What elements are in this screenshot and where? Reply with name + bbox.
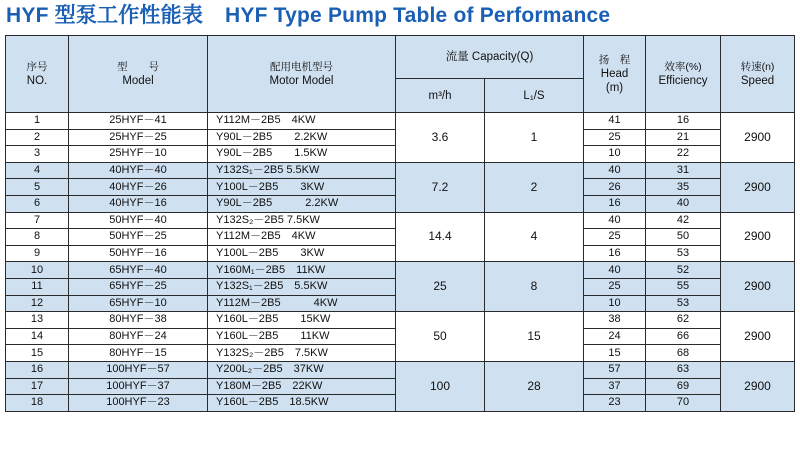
- cell-head: 40: [584, 212, 646, 229]
- cell-head: 10: [584, 146, 646, 163]
- cell-model: 100HYF－37: [69, 378, 208, 395]
- cell-efficiency: 31: [646, 162, 721, 179]
- cell-no: 7: [6, 212, 69, 229]
- header-motor-model: 配用电机型号 Motor Model: [208, 36, 396, 113]
- table-row: [6, 162, 795, 179]
- performance-table: [5, 35, 795, 412]
- cell-capacity-m3h: 100: [396, 361, 485, 411]
- cell-speed: 2900: [721, 262, 795, 312]
- cell-motor-model: Y132S₂－2B5 7.5KW: [208, 345, 396, 362]
- cell-efficiency: 68: [646, 345, 721, 362]
- cell-capacity-m3h: 14.4: [396, 212, 485, 262]
- cell-model: 65HYF－10: [69, 295, 208, 312]
- cell-motor-model: Y90L－2B5 2.2KW: [208, 129, 396, 146]
- cell-head: 38: [584, 312, 646, 329]
- cell-head: 25: [584, 229, 646, 246]
- cell-motor-model: Y112M－2B5 4KW: [208, 113, 396, 130]
- cell-efficiency: 42: [646, 212, 721, 229]
- cell-efficiency: 53: [646, 295, 721, 312]
- cell-model: 25HYF－41: [69, 113, 208, 130]
- cell-model: 80HYF－15: [69, 345, 208, 362]
- cell-efficiency: 22: [646, 146, 721, 163]
- cell-head: 16: [584, 245, 646, 262]
- header-speed: 转速(n) Speed: [721, 36, 795, 113]
- table-row: [6, 262, 795, 279]
- cell-head: 16: [584, 195, 646, 212]
- header-head: 扬 程 Head (m): [584, 36, 646, 113]
- cell-motor-model: Y160L－2B5 15KW: [208, 312, 396, 329]
- cell-capacity-m3h: 3.6: [396, 113, 485, 163]
- cell-model: 40HYF－40: [69, 162, 208, 179]
- cell-head: 40: [584, 262, 646, 279]
- cell-efficiency: 70: [646, 395, 721, 412]
- cell-head: 25: [584, 278, 646, 295]
- cell-efficiency: 62: [646, 312, 721, 329]
- cell-motor-model: Y112M－2B5 4KW: [208, 295, 396, 312]
- cell-model: 80HYF－38: [69, 312, 208, 329]
- cell-capacity-ls: 2: [485, 162, 584, 212]
- table-header: [6, 36, 795, 113]
- cell-no: 9: [6, 245, 69, 262]
- cell-motor-model: Y90L－2B5 1.5KW: [208, 146, 396, 163]
- cell-no: 17: [6, 378, 69, 395]
- cell-head: 24: [584, 328, 646, 345]
- cell-no: 12: [6, 295, 69, 312]
- cell-no: 14: [6, 328, 69, 345]
- table-body: [6, 113, 795, 412]
- cell-no: 18: [6, 395, 69, 412]
- cell-model: 50HYF－25: [69, 229, 208, 246]
- cell-no: 10: [6, 262, 69, 279]
- cell-motor-model: Y160M₁－2B5 11KW: [208, 262, 396, 279]
- cell-model: 100HYF－57: [69, 361, 208, 378]
- cell-capacity-ls: 4: [485, 212, 584, 262]
- cell-head: 15: [584, 345, 646, 362]
- cell-capacity-m3h: 50: [396, 312, 485, 362]
- cell-efficiency: 52: [646, 262, 721, 279]
- cell-capacity-ls: 8: [485, 262, 584, 312]
- cell-motor-model: Y100L－2B5 3KW: [208, 179, 396, 196]
- cell-efficiency: 35: [646, 179, 721, 196]
- page-title: [6, 2, 796, 30]
- cell-no: 4: [6, 162, 69, 179]
- cell-head: 25: [584, 129, 646, 146]
- cell-motor-model: Y160L－2B5 11KW: [208, 328, 396, 345]
- title-english: HYF Type Pump Table of Performance: [225, 4, 611, 27]
- cell-model: 25HYF－25: [69, 129, 208, 146]
- cell-model: 50HYF－16: [69, 245, 208, 262]
- cell-head: 57: [584, 361, 646, 378]
- cell-efficiency: 21: [646, 129, 721, 146]
- header-capacity-ls: L₁/S: [485, 79, 584, 113]
- cell-motor-model: Y132S₁－2B5 5.5KW: [208, 162, 396, 179]
- table-row: [6, 113, 795, 130]
- cell-head: 37: [584, 378, 646, 395]
- cell-model: 50HYF－40: [69, 212, 208, 229]
- cell-speed: 2900: [721, 312, 795, 362]
- title-chinese: HYF 型泵工作性能表: [6, 4, 204, 27]
- cell-model: 100HYF－23: [69, 395, 208, 412]
- cell-motor-model: Y100L－2B5 3KW: [208, 245, 396, 262]
- cell-capacity-m3h: 7.2: [396, 162, 485, 212]
- cell-efficiency: 55: [646, 278, 721, 295]
- cell-no: 11: [6, 278, 69, 295]
- cell-motor-model: Y132S₁－2B5 5.5KW: [208, 278, 396, 295]
- cell-efficiency: 53: [646, 245, 721, 262]
- cell-capacity-ls: 15: [485, 312, 584, 362]
- header-capacity: 流量 Capacity(Q): [396, 36, 584, 79]
- cell-motor-model: Y160L－2B5 18.5KW: [208, 395, 396, 412]
- cell-no: 13: [6, 312, 69, 329]
- cell-motor-model: Y180M－2B5 22KW: [208, 378, 396, 395]
- cell-head: 40: [584, 162, 646, 179]
- cell-no: 16: [6, 361, 69, 378]
- cell-head: 23: [584, 395, 646, 412]
- header-model: 型 号 Model: [69, 36, 208, 113]
- cell-model: 40HYF－26: [69, 179, 208, 196]
- cell-no: 2: [6, 129, 69, 146]
- header-no: 序号 NO.: [6, 36, 69, 113]
- cell-no: 5: [6, 179, 69, 196]
- cell-no: 8: [6, 229, 69, 246]
- table-row: [6, 212, 795, 229]
- cell-efficiency: 63: [646, 361, 721, 378]
- cell-motor-model: Y90L－2B5 2.2KW: [208, 195, 396, 212]
- cell-model: 65HYF－40: [69, 262, 208, 279]
- cell-model: 40HYF－16: [69, 195, 208, 212]
- cell-model: 80HYF－24: [69, 328, 208, 345]
- cell-speed: 2900: [721, 113, 795, 163]
- header-efficiency: 效率(%) Efficiency: [646, 36, 721, 113]
- cell-efficiency: 69: [646, 378, 721, 395]
- cell-speed: 2900: [721, 162, 795, 212]
- cell-speed: 2900: [721, 361, 795, 411]
- cell-no: 6: [6, 195, 69, 212]
- cell-no: 15: [6, 345, 69, 362]
- header-capacity-m3h: m³/h: [396, 79, 485, 113]
- cell-head: 41: [584, 113, 646, 130]
- cell-no: 3: [6, 146, 69, 163]
- cell-efficiency: 66: [646, 328, 721, 345]
- cell-efficiency: 40: [646, 195, 721, 212]
- cell-head: 26: [584, 179, 646, 196]
- table-row: [6, 312, 795, 329]
- cell-head: 10: [584, 295, 646, 312]
- cell-capacity-m3h: 25: [396, 262, 485, 312]
- cell-efficiency: 16: [646, 113, 721, 130]
- cell-motor-model: Y132S₂－2B5 7.5KW: [208, 212, 396, 229]
- table-row: [6, 361, 795, 378]
- cell-model: 65HYF－25: [69, 278, 208, 295]
- cell-model: 25HYF－10: [69, 146, 208, 163]
- cell-motor-model: Y200L₂－2B5 37KW: [208, 361, 396, 378]
- cell-no: 1: [6, 113, 69, 130]
- cell-motor-model: Y112M－2B5 4KW: [208, 229, 396, 246]
- cell-efficiency: 50: [646, 229, 721, 246]
- cell-capacity-ls: 1: [485, 113, 584, 163]
- cell-capacity-ls: 28: [485, 361, 584, 411]
- cell-speed: 2900: [721, 212, 795, 262]
